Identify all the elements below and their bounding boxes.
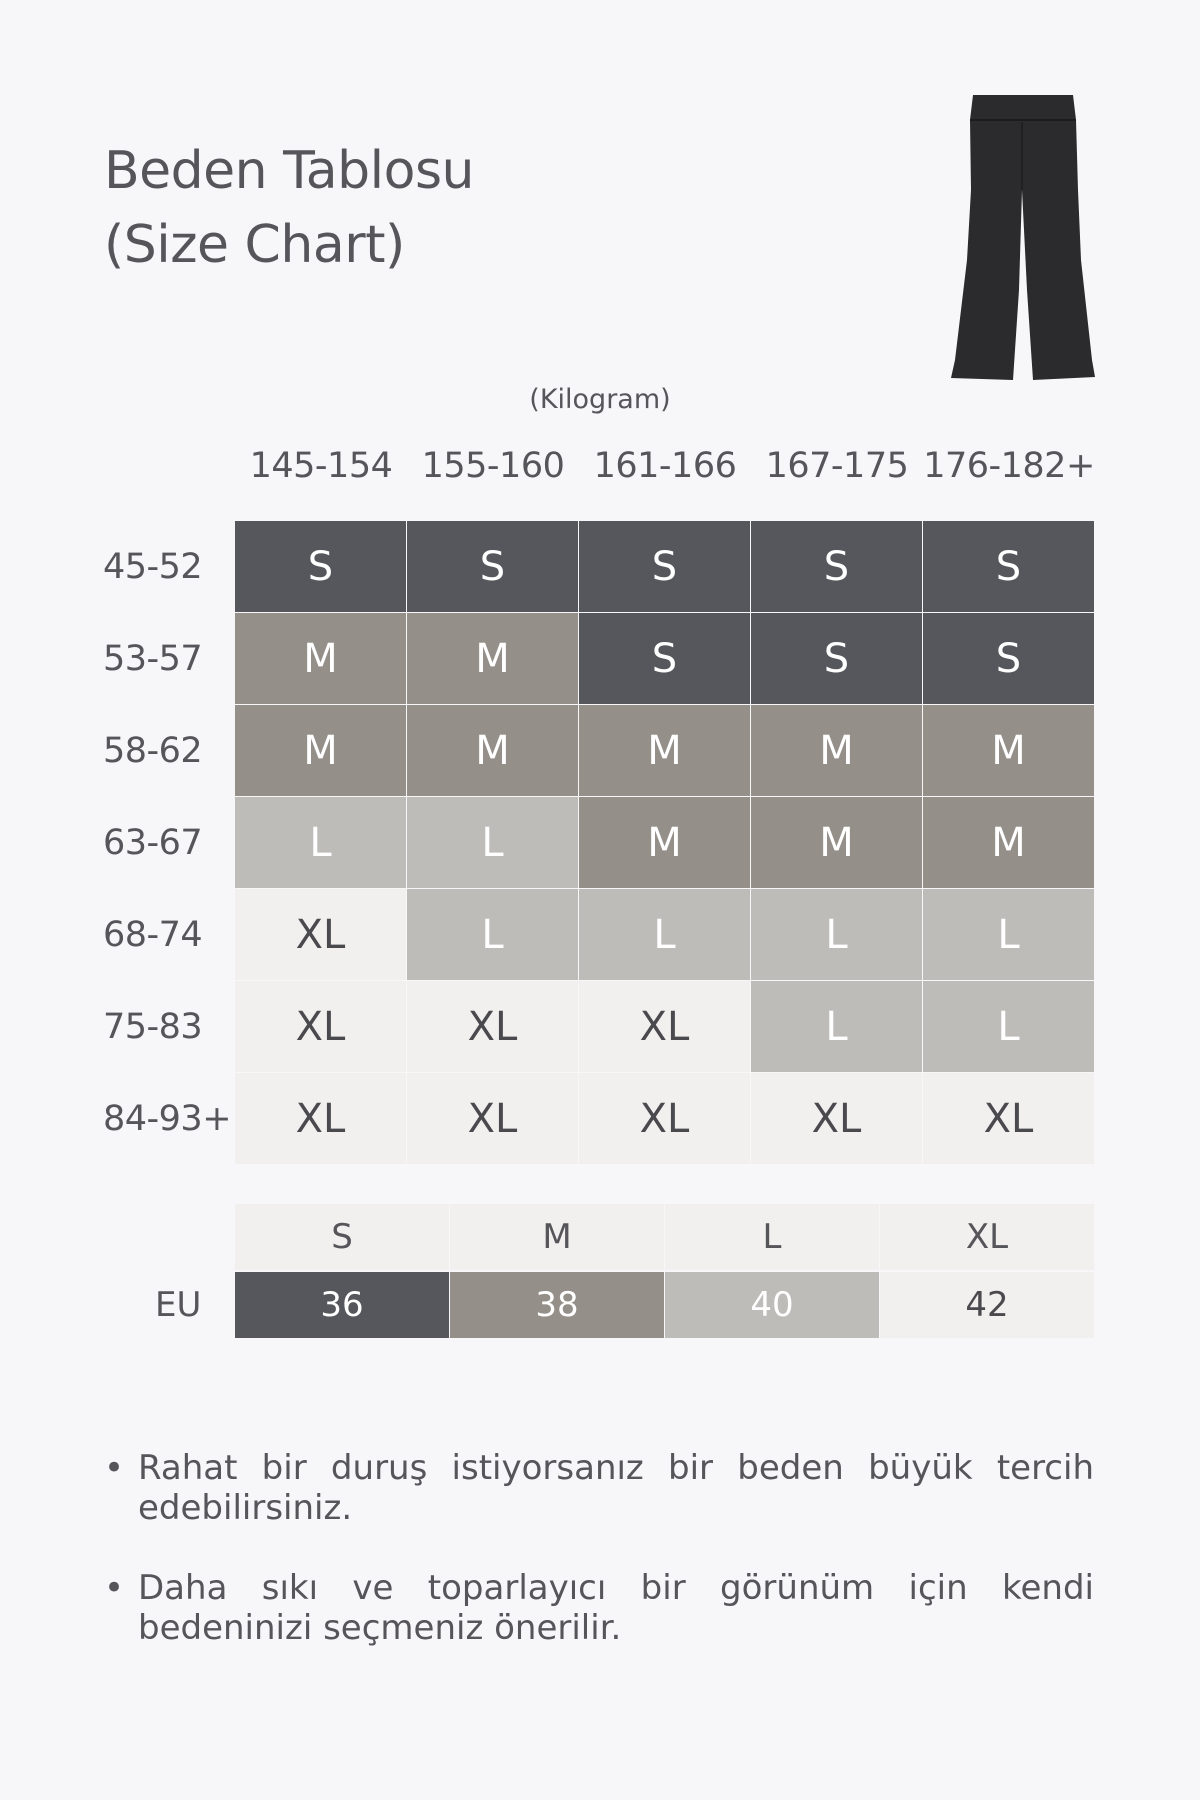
size-cell: XL — [235, 1073, 406, 1164]
title-line-1: Beden Tablosu — [104, 141, 474, 201]
size-cell: XL — [407, 981, 578, 1072]
size-cell: L — [407, 797, 578, 888]
size-cell: L — [579, 889, 750, 980]
size-cell: M — [923, 705, 1094, 796]
weight-row-label: 53-57 — [103, 638, 203, 679]
size-row — [103, 981, 1095, 1072]
weight-row-label: 45-52 — [103, 546, 203, 587]
page-title — [104, 134, 474, 282]
weight-row-label: 63-67 — [103, 822, 203, 863]
size-cell: M — [235, 705, 406, 796]
eu-size-header: L — [665, 1204, 879, 1270]
height-column-header: 161-166 — [593, 446, 737, 486]
weight-row-label: 58-62 — [103, 730, 203, 771]
size-cell: S — [407, 521, 578, 612]
size-row — [103, 521, 1095, 612]
height-column-header: 145-154 — [249, 446, 393, 486]
size-cell: L — [235, 797, 406, 888]
size-row — [103, 613, 1095, 704]
weight-row-label: 68-74 — [103, 914, 203, 955]
size-cell: XL — [407, 1073, 578, 1164]
size-cell: XL — [235, 889, 406, 980]
weight-row-label: 75-83 — [103, 1006, 203, 1047]
size-cell: M — [579, 705, 750, 796]
size-cell: S — [751, 521, 922, 612]
size-cell: M — [235, 613, 406, 704]
size-cell: L — [751, 981, 922, 1072]
size-cell: L — [923, 981, 1094, 1072]
weight-row-label: 84-93+ — [103, 1098, 232, 1139]
eu-size-value: 40 — [665, 1272, 879, 1338]
size-cell: L — [923, 889, 1094, 980]
size-row — [103, 1073, 1095, 1164]
height-column-header: 176-182+ — [923, 446, 1095, 486]
size-cell: M — [751, 797, 922, 888]
size-cell: S — [235, 521, 406, 612]
note-item — [104, 1568, 1094, 1648]
size-cell: XL — [923, 1073, 1094, 1164]
eu-size-header: XL — [880, 1204, 1094, 1270]
eu-size-value: 36 — [235, 1272, 449, 1338]
size-cell: XL — [579, 1073, 750, 1164]
size-cell: M — [407, 613, 578, 704]
height-column-header: 155-160 — [421, 446, 565, 486]
size-row — [103, 889, 1095, 980]
height-column-header: 167-175 — [765, 446, 909, 486]
size-cell: S — [579, 521, 750, 612]
title-line-2: (Size Chart) — [104, 215, 405, 275]
size-cell: S — [923, 613, 1094, 704]
size-cell: M — [579, 797, 750, 888]
size-cell: M — [751, 705, 922, 796]
eu-label: EU — [155, 1285, 202, 1325]
eu-size-value: 38 — [450, 1272, 664, 1338]
size-cell: M — [407, 705, 578, 796]
eu-size-header: M — [450, 1204, 664, 1270]
notes-list — [104, 1448, 1094, 1688]
size-cell: M — [923, 797, 1094, 888]
eu-size-value: 42 — [880, 1272, 1094, 1338]
size-cell: XL — [235, 981, 406, 1072]
trousers-image — [945, 90, 1100, 410]
size-cell: L — [751, 889, 922, 980]
bullet-icon: • — [104, 1568, 125, 1608]
size-cell: L — [407, 889, 578, 980]
bullet-icon: • — [104, 1448, 125, 1488]
size-cell: XL — [751, 1073, 922, 1164]
height-column-headers — [235, 446, 1095, 496]
size-row — [103, 705, 1095, 796]
note-text: Rahat bir duruş istiyorsanız bir beden büyük tercih edebilirsiniz. — [138, 1448, 1094, 1528]
size-cell: S — [579, 613, 750, 704]
eu-size-header: S — [235, 1204, 449, 1270]
size-cell: S — [751, 613, 922, 704]
unit-label: (Kilogram) — [529, 384, 671, 415]
note-item — [104, 1448, 1094, 1528]
note-text: Daha sıkı ve toparlayıcı bir görünüm için kendi bedeninizi seçmeniz önerilir. — [138, 1568, 1094, 1648]
size-cell: XL — [579, 981, 750, 1072]
size-row — [103, 797, 1095, 888]
size-cell: S — [923, 521, 1094, 612]
